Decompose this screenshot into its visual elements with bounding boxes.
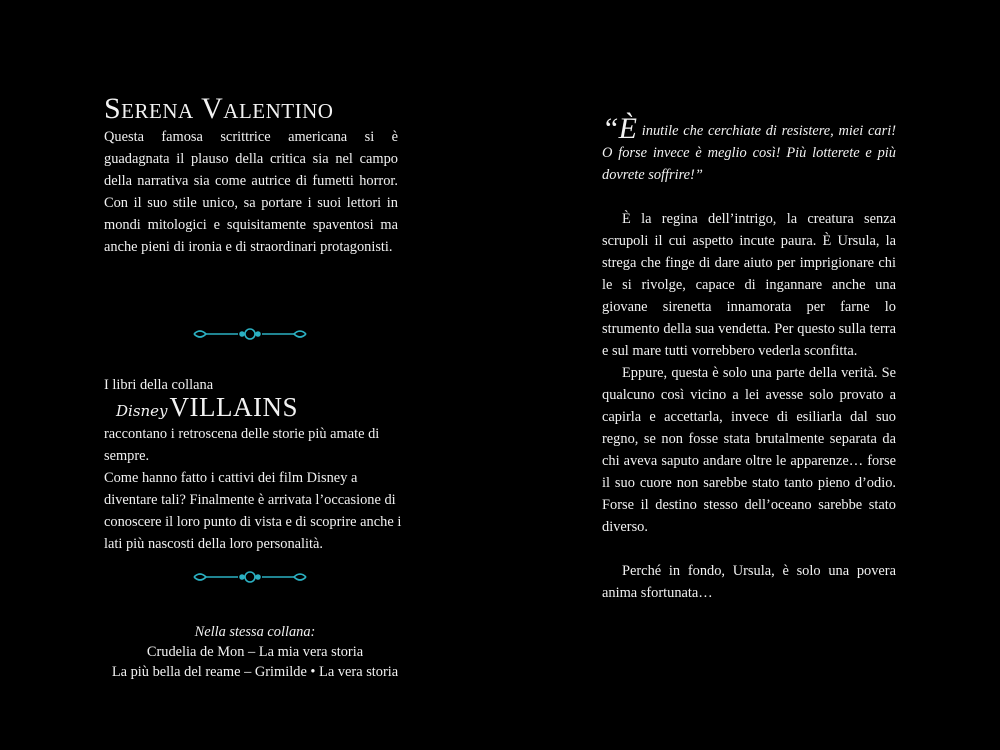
series-description <box>104 374 404 555</box>
same-series-item: Crudelia de Mon – La mia vera storia <box>146 644 364 660</box>
quote-open: “È <box>602 112 638 145</box>
same-series-list <box>80 622 430 682</box>
author-name: Serena Valentino <box>104 92 334 125</box>
disney-villains-logo <box>116 392 299 422</box>
author-section <box>104 94 398 258</box>
right-page <box>602 112 896 604</box>
ornament-divider <box>190 568 310 586</box>
author-bio: Questa famosa scrittrice americana si è guadagnata il plauso della critica sia nel campo della narrativa sia come autrice di fumetti horror. Con il suo stile unico, sa portare i suoi lettori in mondi mitologici e squisitamente spaventosi ma anche pieni di ironia e di straordinari protagonisti. <box>104 129 398 255</box>
series-line-2: raccontano i retroscena delle storie più amate di sempre. <box>104 426 380 464</box>
quote-text: inutile che cerchiate di resistere, miei cari! O forse invece è meglio così! Più lotterete e più dovrete soffrire!” <box>602 123 896 183</box>
synopsis-paragraph-1: È la regina dell’intrigo, la creatura senza scrupoli il cui aspetto incute paura. È Ursula, la strega che finge di dare aiuto per imprigionare chi le si rivolge, capace di ingannare anche una giovane sirenetta innamorata per farne lo strumento della sua vendetta. Per questo sulla terra e sul mare tutti vorrebbero vederla sconfitta. <box>602 211 896 359</box>
villains-logo-text: VILLAINS <box>169 392 299 422</box>
same-series-item: La più bella del reame – Grimilde • La vera storia <box>111 664 399 680</box>
series-intro: I libri della collana <box>104 377 214 393</box>
synopsis-paragraph-2: Eppure, questa è solo una parte della verità. Se qualcuno così vicino a lei avesse solo provato a capirla e accettarla, invece di esiliarla dal suo regno, se non fosse stata brutalmente separata da chi aveva saputo andare oltre le apparenze… forse il suo cuore non sarebbe stato tanto pieno d’odio. Forse il destino stesso dell’oceano sarebbe stato diverso. <box>602 365 896 535</box>
ornament-divider <box>190 325 310 343</box>
disney-logo-text: Disney <box>116 402 168 420</box>
villain-quote <box>602 112 896 186</box>
synopsis-paragraph-3: Perché in fondo, Ursula, è solo una povera anima sfortunata… <box>602 563 896 601</box>
series-line-3: Come hanno fatto i cattivi dei film Disney a diventare tali? Finalmente è arrivata l’occasione di conoscere il loro punto di vista e di scoprire anche i lati più nascosti della loro personalità. <box>104 470 402 552</box>
same-series-heading: Nella stessa collana: <box>194 624 316 640</box>
